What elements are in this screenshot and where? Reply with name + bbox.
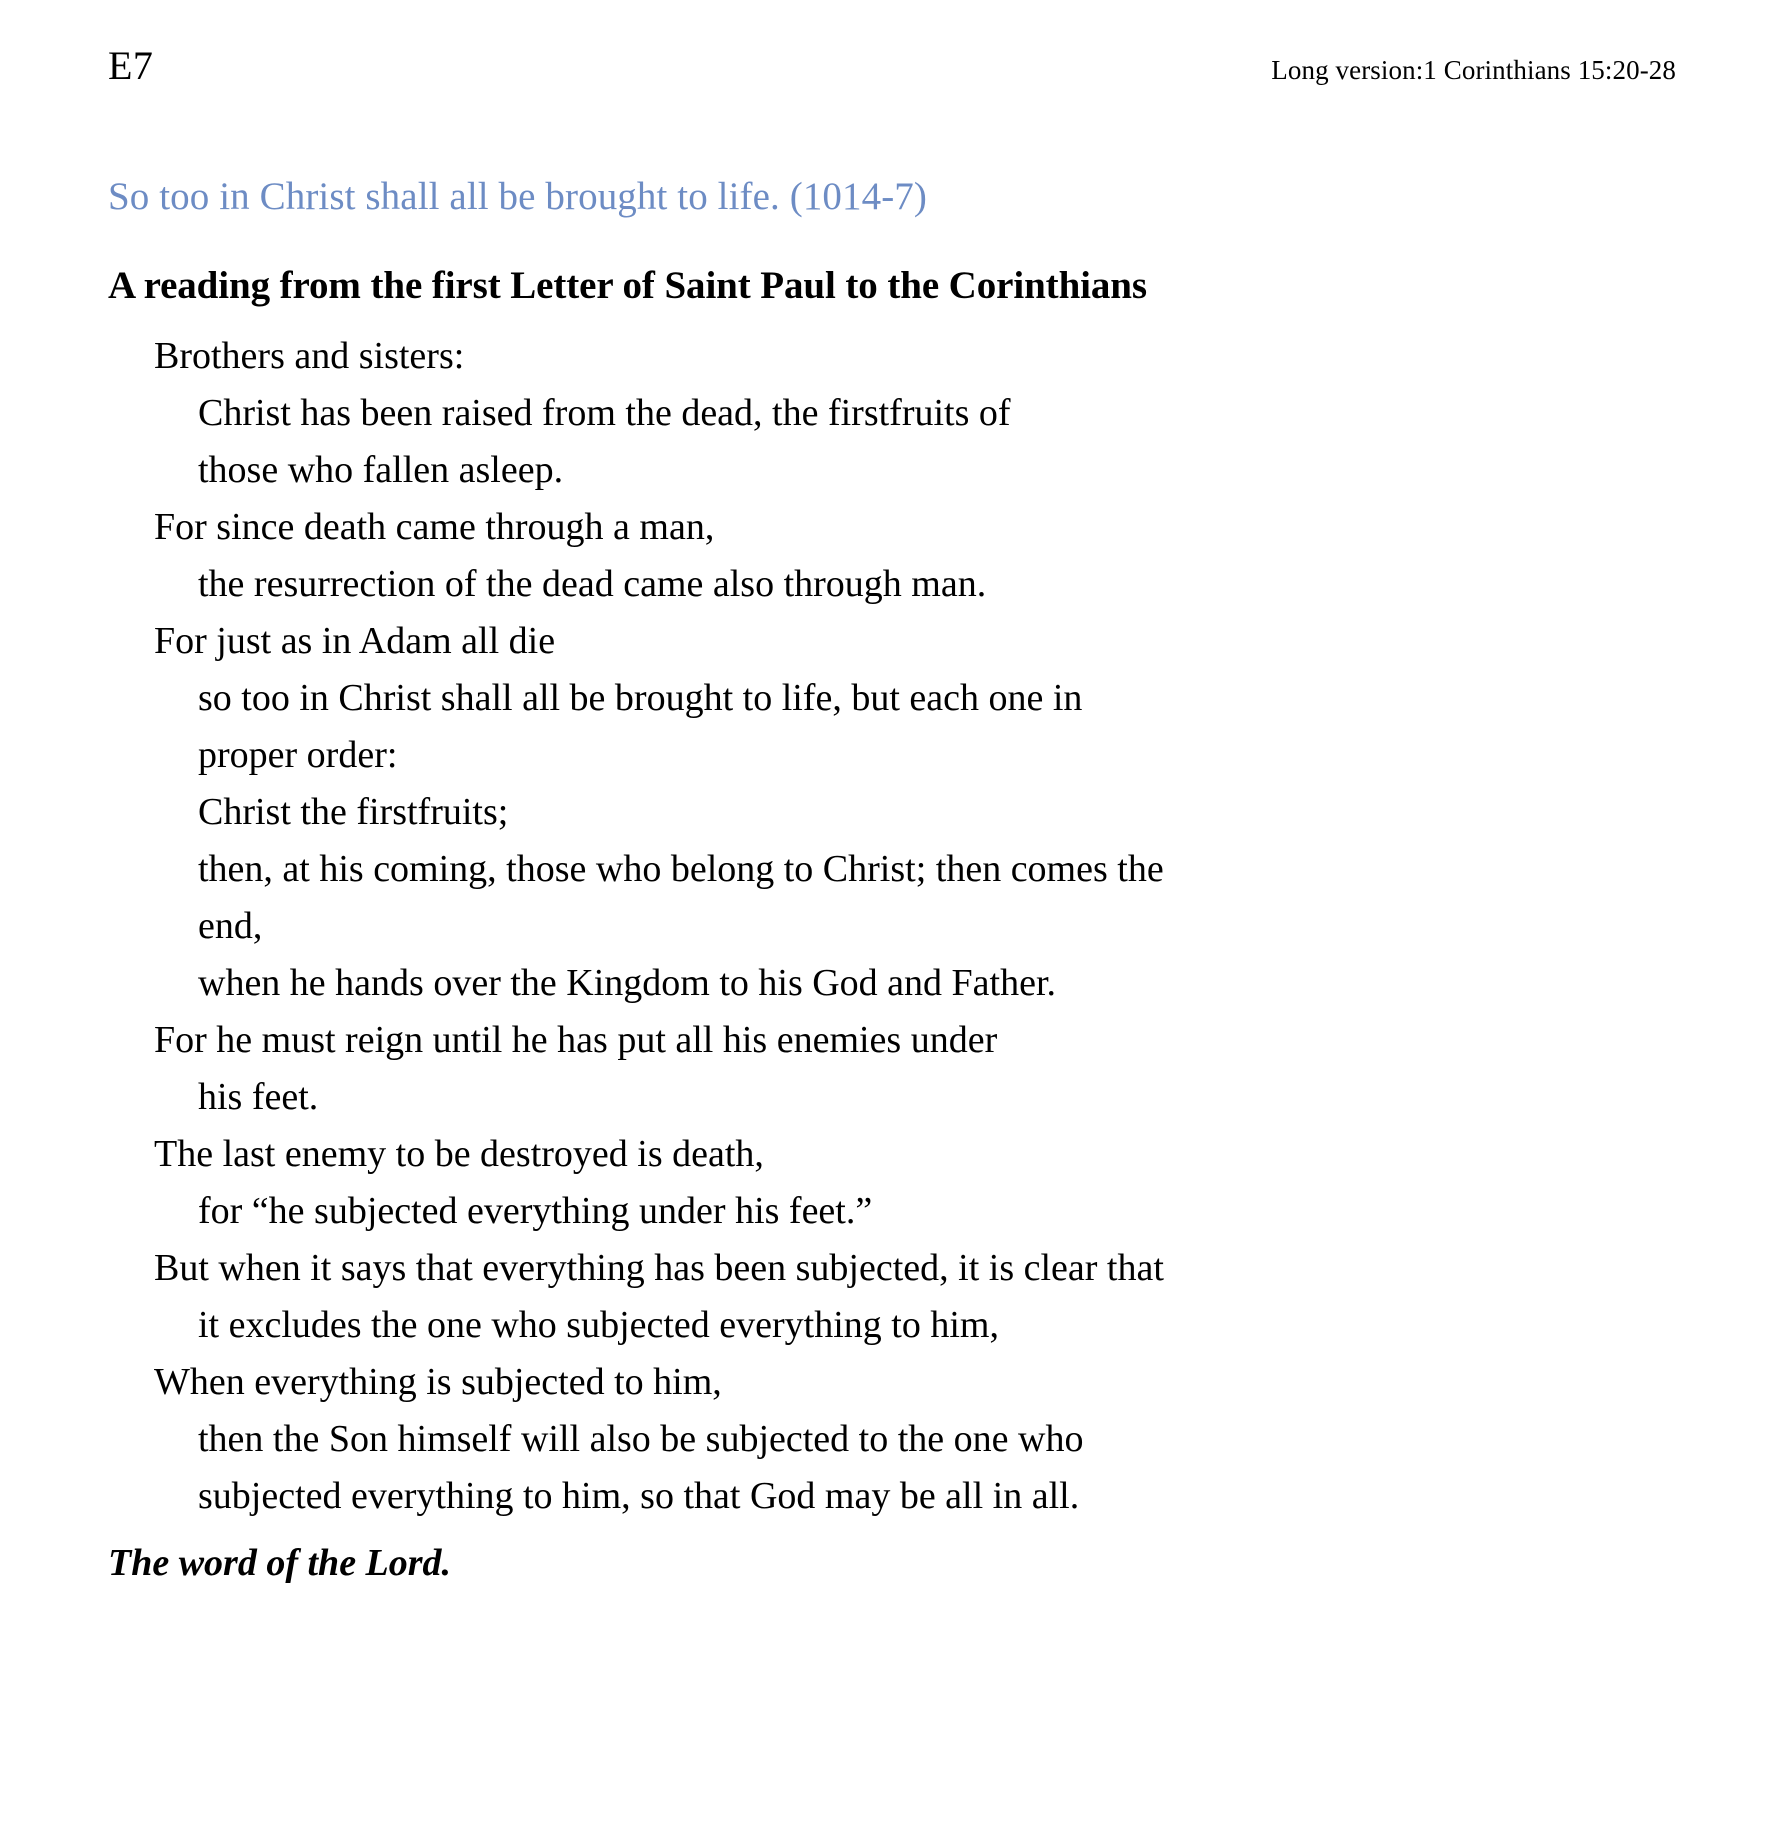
verse-line: Christ the firstfruits; (198, 790, 509, 833)
verse-line: when he hands over the Kingdom to his God and Father. (198, 961, 1057, 1004)
scripture-body (108, 328, 1680, 1525)
verse-line: for “he subjected everything under his feet.” (198, 1189, 873, 1232)
scripture-citation: Long version:1 Corinthians 15:20-28 (1271, 55, 1676, 85)
verse-line: then the Son himself will also be subjected to the one who (198, 1417, 1084, 1460)
verse-line: those who fallen asleep. (198, 448, 564, 491)
verse-line: end, (198, 904, 263, 947)
verse-line: subjected everything to him, so that God may be all in all. (198, 1474, 1080, 1517)
verse-line: it excludes the one who subjected everything to him, (198, 1303, 999, 1346)
verse-line: so too in Christ shall all be brought to life, but each one in (198, 676, 1083, 719)
reading-incipit: A reading from the first Letter of Saint Paul to the Corinthians (108, 263, 1147, 307)
verse-line: then, at his coming, those who belong to Christ; then comes the (198, 847, 1164, 890)
verse-line: For he must reign until he has put all his enemies under (154, 1018, 998, 1061)
verse-line: When everything is subjected to him, (154, 1360, 722, 1403)
verse-line: proper order: (198, 733, 398, 776)
verse-line: his feet. (198, 1075, 319, 1118)
verse-line: Christ has been raised from the dead, the firstfruits of (198, 391, 1011, 434)
page-folio-label: E7 (108, 43, 154, 88)
verse-line: For just as in Adam all die (154, 619, 556, 662)
verse-line: For since death came through a man, (154, 505, 715, 548)
verse-line: the resurrection of the dead came also through man. (198, 562, 987, 605)
running-header (108, 43, 1680, 122)
verse-line: The last enemy to be destroyed is death, (154, 1132, 764, 1175)
closing-acclamation: The word of the Lord. (108, 1541, 452, 1584)
verse-line: But when it says that everything has been subjected, it is clear that (154, 1246, 1164, 1289)
verse-line: Brothers and sisters: (154, 334, 465, 377)
reading-title: So too in Christ shall all be brought to life. (1014-7) (108, 175, 927, 218)
